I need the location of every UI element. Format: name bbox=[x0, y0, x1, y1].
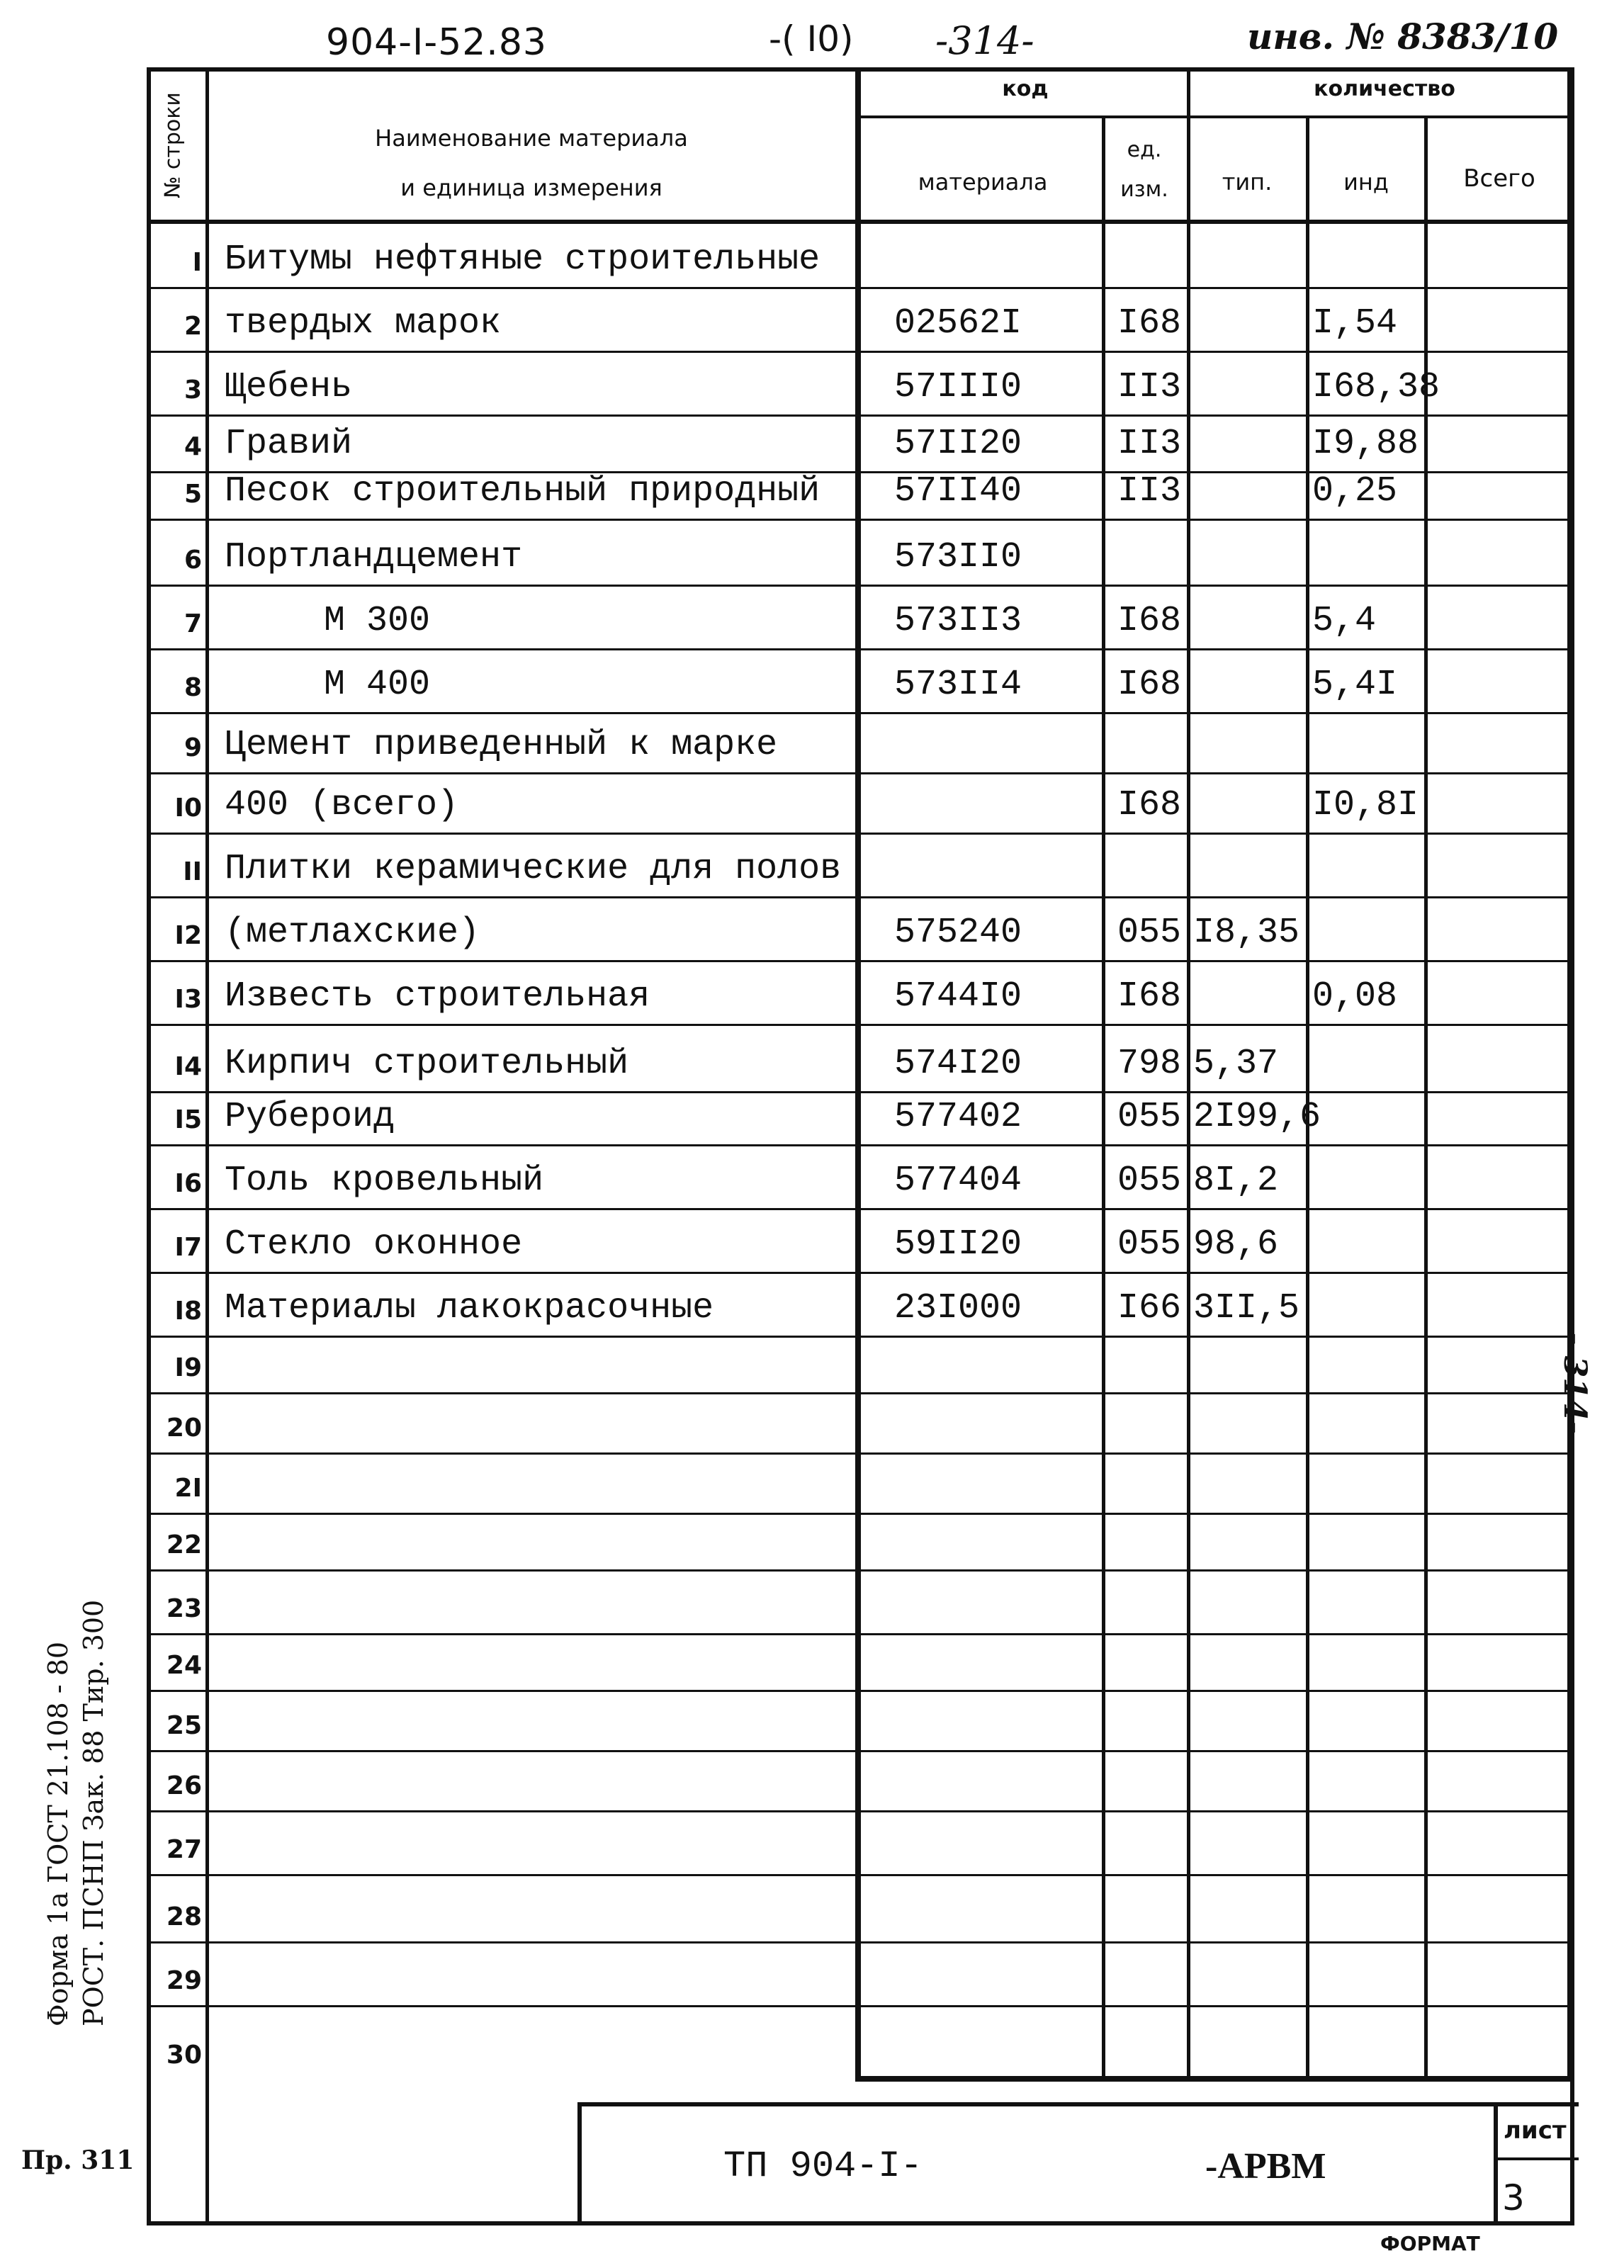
unit-code: II3 bbox=[1117, 471, 1182, 512]
material-name: Материалы лакокрасочные bbox=[225, 1288, 714, 1328]
material-code: 573II3 bbox=[894, 601, 1022, 641]
row-number: 24 bbox=[166, 1651, 202, 1680]
unit-code: 055 bbox=[1117, 1224, 1182, 1265]
table-row bbox=[147, 414, 1574, 471]
unit-code: I68 bbox=[1117, 601, 1182, 641]
unit-code: 798 bbox=[1117, 1044, 1182, 1084]
row-number: 3 bbox=[184, 376, 202, 405]
material-name: М 300 bbox=[324, 601, 431, 641]
doc-code: 904-I-52.83 bbox=[326, 21, 547, 64]
quantity-tip: 3II,5 bbox=[1193, 1288, 1300, 1328]
quantity-ind: I,54 bbox=[1312, 303, 1398, 344]
quantity-ind: 0,25 bbox=[1312, 471, 1398, 512]
row-number: I6 bbox=[174, 1169, 202, 1198]
table-row bbox=[147, 1810, 1574, 1874]
table-row bbox=[147, 2005, 1574, 2080]
table-row bbox=[147, 519, 1574, 585]
title-block bbox=[577, 2102, 1496, 2223]
table-row bbox=[147, 1569, 1574, 1633]
header-row-number: № строки bbox=[160, 92, 186, 198]
table-row bbox=[147, 960, 1574, 1024]
quantity-tip: 2I99,6 bbox=[1193, 1097, 1321, 1137]
quantity-ind: 5,4 bbox=[1312, 601, 1377, 641]
row-number: 2I bbox=[174, 1474, 202, 1503]
material-name: (метлахские) bbox=[225, 913, 480, 953]
table-row bbox=[147, 1513, 1574, 1569]
margin-rost-text: РОСТ. ПСНП Зак. 88 Тир. 300 bbox=[78, 1599, 109, 2026]
unit-code: I68 bbox=[1117, 665, 1182, 705]
header-kod: код bbox=[1002, 77, 1049, 101]
table-row bbox=[147, 1144, 1574, 1208]
row-number: 22 bbox=[166, 1530, 202, 1559]
margin-form-text: Форма 1а ГОСТ 21.108 - 80 bbox=[43, 1641, 74, 2026]
material-code: 23I000 bbox=[894, 1288, 1022, 1328]
quantity-ind: 5,4I bbox=[1312, 665, 1398, 705]
row-number: I5 bbox=[174, 1105, 202, 1134]
material-name: Толь кровельный bbox=[225, 1161, 544, 1201]
margin-left-note: Пр. 311 bbox=[21, 2145, 135, 2175]
material-name: Плитки керамические для полов bbox=[225, 849, 842, 889]
material-code: 577404 bbox=[894, 1161, 1022, 1201]
margin-right-handwritten: - 314- bbox=[1557, 1332, 1593, 1434]
material-code: 57II40 bbox=[894, 471, 1022, 512]
sheet-divider bbox=[1498, 2157, 1579, 2160]
header-total: Всего bbox=[1463, 164, 1535, 193]
material-code: 573II4 bbox=[894, 665, 1022, 705]
material-code: 574I20 bbox=[894, 1044, 1022, 1084]
row-number: 4 bbox=[184, 432, 202, 461]
table-row bbox=[147, 772, 1574, 833]
header-quantity: количество bbox=[1314, 77, 1455, 101]
material-name: Гравий bbox=[225, 424, 353, 464]
material-code: 575240 bbox=[894, 913, 1022, 953]
table-row bbox=[147, 471, 1574, 519]
table-row bbox=[147, 1091, 1574, 1144]
header-divider bbox=[855, 115, 1574, 118]
row-number: I2 bbox=[174, 921, 202, 950]
row-number: I4 bbox=[174, 1052, 202, 1081]
sheet-label: лист bbox=[1504, 2116, 1567, 2145]
material-name: 400 (всего) bbox=[225, 785, 459, 825]
row-number: 26 bbox=[166, 1771, 202, 1800]
table-row bbox=[147, 1941, 1574, 2005]
table-row bbox=[147, 1392, 1574, 1452]
quantity-tip: 98,6 bbox=[1193, 1224, 1279, 1265]
material-code: 59II20 bbox=[894, 1224, 1022, 1265]
material-code: 577402 bbox=[894, 1097, 1022, 1137]
table-row bbox=[147, 896, 1574, 960]
row-number: 9 bbox=[184, 733, 202, 762]
table-row bbox=[147, 1024, 1574, 1091]
material-name: твердых марок bbox=[225, 303, 502, 344]
material-code: 5744I0 bbox=[894, 976, 1022, 1017]
row-number: 5 bbox=[184, 480, 202, 509]
table-row bbox=[147, 648, 1574, 712]
table-row bbox=[147, 223, 1574, 287]
quantity-tip: 5,37 bbox=[1193, 1044, 1279, 1084]
quantity-ind: 0,08 bbox=[1312, 976, 1398, 1017]
material-code: 57II20 bbox=[894, 424, 1022, 464]
quantity-ind: I0,8I bbox=[1312, 785, 1419, 825]
format-label: ФОРМАТ bbox=[1380, 2232, 1480, 2255]
unit-code: I68 bbox=[1117, 976, 1182, 1017]
material-name: Кирпич строительный bbox=[225, 1044, 629, 1084]
row-number: 7 bbox=[184, 609, 202, 638]
material-name: Рубероид bbox=[225, 1097, 395, 1137]
table-row bbox=[147, 1208, 1574, 1272]
row-number: 29 bbox=[166, 1966, 202, 1995]
table-row bbox=[147, 712, 1574, 772]
header-tip: тип. bbox=[1222, 169, 1273, 196]
table-row bbox=[147, 287, 1574, 351]
row-number: I9 bbox=[174, 1353, 202, 1382]
material-code: 573II0 bbox=[894, 537, 1022, 577]
quantity-ind: I68,38 bbox=[1312, 367, 1440, 407]
row-number: 6 bbox=[184, 546, 202, 575]
table-row bbox=[147, 1272, 1574, 1336]
unit-code: II3 bbox=[1117, 424, 1182, 464]
table-row bbox=[147, 351, 1574, 414]
stamp-suffix: -АРВМ bbox=[1205, 2146, 1326, 2187]
header-unit: ед. изм. bbox=[1120, 137, 1168, 202]
sheet-number: 3 bbox=[1502, 2177, 1525, 2218]
material-name: Стекло оконное bbox=[225, 1224, 523, 1265]
table-row bbox=[147, 1690, 1574, 1750]
row-number: I3 bbox=[174, 985, 202, 1014]
unit-code: 055 bbox=[1117, 1097, 1182, 1137]
row-number: 25 bbox=[166, 1711, 202, 1740]
material-code: 02562I bbox=[894, 303, 1022, 344]
unit-code: I66 bbox=[1117, 1288, 1182, 1328]
row-number: I bbox=[192, 248, 202, 277]
table-row bbox=[147, 1452, 1574, 1513]
quantity-ind: I9,88 bbox=[1312, 424, 1419, 464]
material-code: 57III0 bbox=[894, 367, 1022, 407]
header-ind: инд bbox=[1343, 169, 1389, 196]
unit-code: I68 bbox=[1117, 303, 1182, 344]
unit-code: II3 bbox=[1117, 367, 1182, 407]
inventory-number: инв. № 8383/10 bbox=[1247, 16, 1559, 57]
table-row bbox=[147, 1750, 1574, 1810]
stamp-title: ТП 904-I- bbox=[723, 2145, 923, 2187]
material-name: Портландцемент bbox=[225, 537, 523, 577]
table-row bbox=[147, 833, 1574, 896]
unit-code: I68 bbox=[1117, 785, 1182, 825]
row-number: 30 bbox=[166, 2041, 202, 2070]
header-name: Наименование материала и единица измерения bbox=[375, 125, 688, 201]
material-name: М 400 bbox=[324, 665, 431, 705]
table-row bbox=[147, 585, 1574, 648]
row-number: 28 bbox=[166, 1902, 202, 1931]
table-row bbox=[147, 1336, 1574, 1392]
material-name: Цемент приведенный к марке bbox=[225, 725, 778, 765]
row-number: 20 bbox=[166, 1414, 202, 1443]
material-name: Битумы нефтяные строительные bbox=[225, 239, 821, 280]
header-material: материала bbox=[918, 169, 1048, 196]
row-number: II bbox=[183, 857, 202, 886]
row-number: 2 bbox=[184, 312, 202, 341]
page-number-handwritten: -314- bbox=[935, 18, 1034, 63]
row-number: I8 bbox=[174, 1297, 202, 1326]
sheet-box bbox=[1494, 2102, 1579, 2223]
doc-index: -( I0) bbox=[769, 18, 854, 60]
row-number: 8 bbox=[184, 673, 202, 702]
quantity-tip: 8I,2 bbox=[1193, 1161, 1279, 1201]
material-name: Известь строительная bbox=[225, 976, 650, 1017]
row-number: I7 bbox=[174, 1233, 202, 1262]
material-name: Щебень bbox=[225, 367, 353, 407]
table-row bbox=[147, 1633, 1574, 1690]
table-row bbox=[147, 1874, 1574, 1941]
material-name: Песок строительный природный bbox=[225, 471, 821, 512]
quantity-tip: I8,35 bbox=[1193, 913, 1300, 953]
row-number: 23 bbox=[166, 1594, 202, 1623]
row-number: I0 bbox=[174, 794, 202, 823]
unit-code: 055 bbox=[1117, 1161, 1182, 1201]
row-number: 27 bbox=[166, 1835, 202, 1864]
unit-code: 055 bbox=[1117, 913, 1182, 953]
